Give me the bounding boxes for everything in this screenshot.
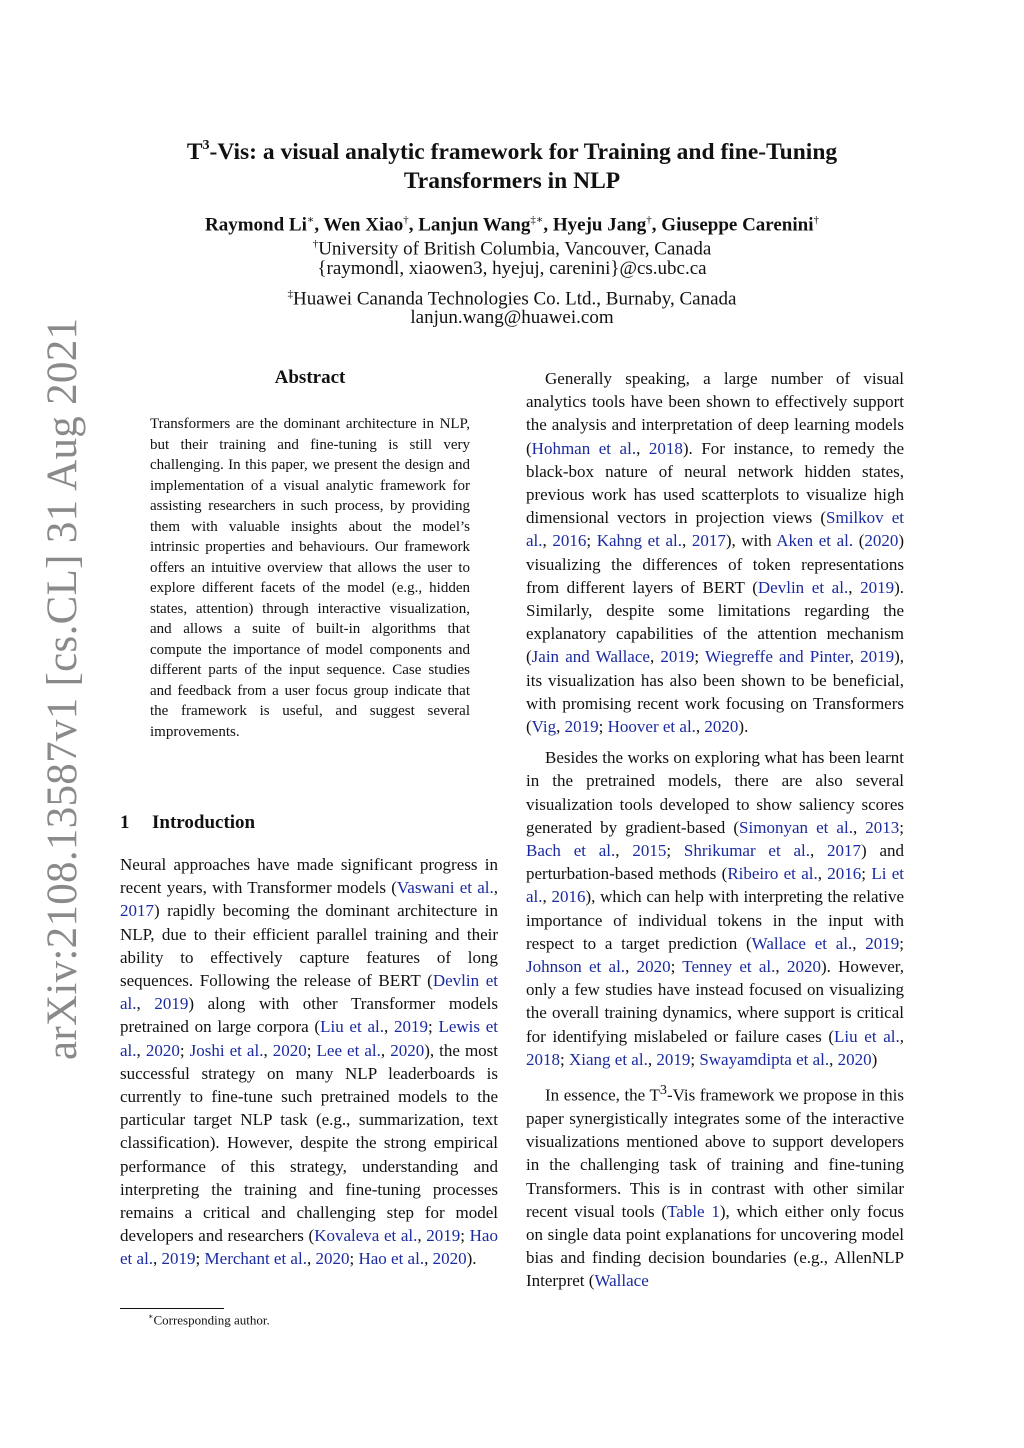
citation-link[interactable]: Smilkov et al.	[526, 508, 904, 551]
text-run: ,	[615, 841, 633, 861]
text-run: ). Similarly, despite some limitations regarding the explanatory capabilities of the attention mechanism (	[526, 577, 905, 667]
citation-link[interactable]: 2019	[393, 1017, 428, 1037]
citation-link[interactable]: Devlin et al.	[757, 577, 849, 597]
author-mark: ‡∗	[530, 214, 544, 226]
text-run: Besides the works on exploring what has been learnt in the pretrained models, there are also several visualization tools developed to show saliency scores generated by gradient-based (	[526, 748, 904, 837]
affiliation-ubc-emails: {raymondl, xiaowen3, hyejuj, carenini}@cs.ubc.ca	[317, 258, 707, 279]
text-run: ,	[809, 841, 828, 861]
text-run: )	[871, 1049, 878, 1069]
citation-link[interactable]: 2019	[154, 994, 189, 1014]
text-run: ,	[383, 1017, 394, 1037]
text-run: ) visualizing the differences of token representations from different layers of BERT (	[526, 531, 905, 597]
citation-link[interactable]: 2020	[432, 1249, 467, 1269]
affiliation-huawei-name: Huawei Cananda Technologies Co. Ltd., Burnaby, Canada	[293, 288, 737, 310]
citation-link[interactable]: 2016	[827, 864, 862, 884]
text-run: ,	[636, 438, 649, 458]
citation-link[interactable]: 2019	[656, 1049, 691, 1069]
text-run: ,	[153, 1249, 162, 1269]
text-run: ) and perturbation-based methods (	[526, 841, 905, 884]
title-line-2: Transformers in NLP	[403, 167, 621, 194]
text-run: ,	[848, 577, 861, 597]
text-run: ,	[852, 933, 866, 953]
text-run: ;	[195, 1249, 205, 1269]
footnote-text: Corresponding author.	[153, 1312, 270, 1328]
text-run: ,	[306, 1249, 316, 1269]
author-name: Giuseppe Carenini	[661, 214, 814, 236]
text-run: ;	[899, 817, 905, 837]
text-run: ,	[542, 887, 552, 907]
text-run: Generally speaking, a large number of visual analytics tools have been shown to effectively support the analysis and interpretation of deep learning models (	[526, 369, 904, 458]
citation-link[interactable]: Li et al.	[526, 864, 904, 907]
text-run: ;	[349, 1249, 359, 1269]
abstract-heading: Abstract	[274, 367, 346, 388]
author-name: Raymond Li	[204, 214, 307, 236]
text-run: ,	[647, 1049, 657, 1069]
citation-link[interactable]: 2017	[691, 531, 726, 551]
text-run: ,	[493, 878, 499, 898]
citation-link[interactable]: Liu et al.	[834, 1026, 900, 1046]
citation-link[interactable]: Hoover et al.	[607, 717, 696, 737]
citation-link[interactable]: 2018	[648, 438, 683, 458]
text-run: ) along with other Transformer models pretrained on large corpora (	[120, 994, 498, 1037]
section-number: 1	[120, 812, 130, 833]
author-mark: ∗	[306, 214, 315, 226]
text-run: ;	[179, 1040, 190, 1060]
arxiv-identifier: arXiv:2108.13587v1 [cs.CL] 31 Aug 2021	[39, 317, 86, 1060]
citation-link[interactable]: 2019	[660, 647, 695, 667]
citation-link[interactable]: Jain and Wallace	[531, 647, 650, 667]
citation-link[interactable]: Simonyan et al.	[739, 817, 853, 837]
citation-link[interactable]: 2016	[552, 531, 587, 551]
text-run: ,	[852, 817, 866, 837]
section-heading	[120, 812, 255, 834]
text-run: ). For instance, to remedy the black-box nature of neural network hidden states, previous work has used scatterplots to visualize high dimensional vectors in projection views (	[526, 438, 904, 528]
citation-link[interactable]: 2016	[551, 887, 586, 907]
citation-link[interactable]: 2013	[865, 817, 900, 837]
text-run: ,	[417, 1226, 427, 1246]
text-run: ,	[136, 994, 155, 1014]
author-name: Lanjun Wang	[418, 214, 531, 236]
citation-link[interactable]: Merchant et al.	[204, 1249, 307, 1269]
citation-link[interactable]: Wallace et al.	[751, 933, 853, 953]
text-run: ,	[695, 717, 705, 737]
footnote-rule	[120, 1308, 224, 1309]
text-run: ,	[817, 864, 828, 884]
citation-link[interactable]: Table 1	[667, 1201, 720, 1221]
text-run: ;	[306, 1040, 317, 1060]
text-run: ,	[136, 1040, 146, 1060]
citation-link[interactable]: Kahng et al.	[596, 531, 683, 551]
citation-link[interactable]: 2020	[786, 957, 821, 977]
text-run: Neural approaches have made significant progress in recent years, with Transformer models (	[120, 855, 498, 898]
citation-link[interactable]: Wiegreffe and Pinter	[704, 647, 850, 667]
citation-link[interactable]: Hao et al.	[358, 1249, 425, 1269]
text-run: ), which can help with interpreting the relative importance of individual tokens in the input with respect to a target prediction (	[526, 887, 904, 953]
footnote-mark: ∗	[148, 1312, 154, 1321]
text-run: In essence, the T	[545, 1085, 660, 1105]
citation-link[interactable]: 2019	[860, 577, 895, 597]
text-run: ) rapidly becoming the dominant architecture in NLP, due to their efficient parallel training and their ability to effectively capture features of long sequences. Following the release of BERT (	[120, 901, 498, 991]
citation-link[interactable]: 2020	[145, 1040, 180, 1060]
author-mark: †	[813, 214, 820, 226]
text-run: ;	[861, 864, 872, 884]
citation-link[interactable]: Wallace	[594, 1271, 649, 1291]
text-run: ,	[424, 1249, 433, 1269]
citation-link[interactable]: 2020	[315, 1249, 350, 1269]
text-run: ;	[586, 531, 597, 551]
citation-link[interactable]: 2017	[827, 841, 862, 861]
text-run: ;	[598, 717, 608, 737]
affiliation-huawei-email: lanjun.wang@huawei.com	[410, 307, 614, 328]
body-paragraph	[120, 853, 498, 1271]
author-name: Hyeju Jang	[552, 214, 647, 236]
citation-link[interactable]: Tenney et al.	[682, 957, 776, 977]
text-run: ,	[556, 717, 565, 737]
citation-link[interactable]: Devlin et al.	[120, 971, 498, 1014]
text-run: ). However, only a few studies have instead focused on visualizing the overall training dynamics, where support is critical for identifying mislabeled or failure cases (	[526, 957, 904, 1046]
text-run: ), its visualization has also been shown to be beneficial, with promising recent work focusing on Transformers (	[526, 647, 905, 737]
citation-link[interactable]: Ribeiro et al.	[727, 864, 818, 884]
text-run: ).	[466, 1249, 477, 1269]
text-run: ), with	[725, 531, 777, 551]
citation-link[interactable]: Shrikumar et al.	[683, 841, 810, 861]
affiliation-mark: †	[312, 238, 319, 250]
text-run: ,	[829, 1049, 838, 1069]
body-paragraph	[526, 746, 904, 1071]
citation-link[interactable]: Lewis et al.	[120, 1017, 498, 1060]
citation-link[interactable]: Vaswani et al.	[396, 878, 494, 898]
text-run: ).	[738, 717, 749, 737]
text-run: ), the most successful strategy on many NLP leaderboards is currently to fine-tune such pretrained models to the particular target NLP task (e.g., summarization, text classification). However, despite the strong empirical performance of this strategy, understanding and interpreting the training and fine-tuning processes remains a critical and challenging step for model developers and researchers (	[120, 1040, 499, 1246]
citation-link[interactable]: 2017	[120, 901, 154, 921]
footnote	[148, 1312, 270, 1328]
citation-link[interactable]: 2015	[632, 841, 667, 861]
citation-link[interactable]: Liu et al.	[320, 1017, 384, 1037]
citation-link[interactable]: 2019	[564, 717, 599, 737]
text-run: ;	[460, 1226, 470, 1246]
text-run: ;	[666, 841, 684, 861]
affiliation-ubc-name: University of British Columbia, Vancouver, Canada	[318, 238, 712, 260]
text-run: ,	[899, 1026, 904, 1046]
citation-link[interactable]: 2019	[860, 647, 895, 667]
right-column-body	[526, 367, 904, 1293]
title-line-1: -Vis: a visual analytic framework for Training and fine-Tuning	[209, 138, 838, 165]
paper-title	[120, 132, 904, 196]
text-run: ,	[380, 1040, 391, 1060]
citation-link[interactable]: 2019	[865, 933, 900, 953]
text-run: ,	[625, 957, 637, 977]
citation-link[interactable]: Johnson et al.	[526, 957, 626, 977]
citation-link[interactable]: Bach et al.	[526, 841, 616, 861]
body-paragraph	[526, 1079, 904, 1292]
text-run: ,	[542, 531, 553, 551]
citation-link[interactable]: Hao et al.	[120, 1226, 498, 1269]
text-run: ,	[682, 531, 692, 551]
text-run: -Vis framework we propose in this paper synergistically integrates some of the interactive visualizations mentioned above to support developers in the challenging task of training and fine-tuning Transformers. This is in contrast with other similar recent visual tools (	[526, 1085, 904, 1221]
author-list: Raymond Li∗, Wen Xiao†, Lanjun Wang‡∗, Hyeju Jang†, Giuseppe Carenini†	[204, 214, 820, 236]
text-run: ;	[670, 957, 683, 977]
text-run: ,	[775, 957, 787, 977]
text-run: ;	[899, 933, 904, 953]
citation-link[interactable]: Hohman et al.	[531, 438, 637, 458]
affiliation-mark: ‡	[287, 288, 293, 300]
text-run: ,	[263, 1040, 273, 1060]
citation-link[interactable]: 2020	[272, 1040, 307, 1060]
citation-link[interactable]: 2020	[837, 1049, 872, 1069]
citation-link[interactable]: 2020	[864, 531, 899, 551]
citation-link[interactable]: 2020	[390, 1040, 425, 1060]
text-run: ;	[694, 647, 705, 667]
citation-link[interactable]: Xiang et al.	[568, 1049, 648, 1069]
text-run: ), which either only focus on single data point explanations for uncovering model bias and finding decision boundaries (e.g., AllenNLP Interpret (	[526, 1201, 905, 1291]
citation-link[interactable]: Vig	[531, 717, 557, 737]
text-run: (	[853, 531, 865, 551]
text-run: ,	[849, 647, 861, 667]
citation-link[interactable]: Kovaleva et al.	[314, 1226, 418, 1246]
author-mark: †	[646, 214, 652, 226]
citation-link[interactable]: 2019	[161, 1249, 196, 1269]
text-run: ,	[649, 647, 661, 667]
left-column-body	[120, 853, 498, 1271]
section-title: Introduction	[152, 812, 256, 833]
abstract-text: Transformers are the dominant architecture in NLP, but their training and fine-tuning is still very challenging. In this paper, we present the design and implementation of a visual analytic framework for assisting researchers in such process, by providing them with valuable insights about the model’s intrinsic properties and behaviours. Our framework offers an intuitive overview that allows the user to explore different facets of the model (e.g., hidden states, attention) through interactive visualization, and allows a suite of built-in algorithms that compute the importance of model components and different parts of the input sequence. Case studies and feedback from a user focus group indicate that the framework is useful, and suggest several improvements.	[150, 416, 470, 740]
citation-link[interactable]: Aken et al.	[776, 531, 854, 551]
text-run: ;	[690, 1049, 700, 1069]
superscript: 3	[659, 1082, 667, 1099]
citation-link[interactable]: 2018	[526, 1049, 560, 1069]
text-run: ;	[560, 1049, 569, 1069]
citation-link[interactable]: Joshi et al.	[189, 1040, 264, 1060]
citation-link[interactable]: 2019	[426, 1226, 461, 1246]
text-run: ;	[427, 1017, 439, 1037]
citation-link[interactable]: Lee et al.	[316, 1040, 381, 1060]
title-prefix: T	[186, 138, 203, 165]
body-paragraph	[526, 367, 904, 738]
citation-link[interactable]: 2020	[636, 957, 671, 977]
author-mark: †	[403, 214, 409, 226]
author-name: Wen Xiao	[323, 214, 404, 236]
title-superscript: 3	[202, 138, 210, 153]
citation-link[interactable]: Swayamdipta et al.	[699, 1049, 830, 1069]
citation-link[interactable]: 2020	[704, 717, 739, 737]
